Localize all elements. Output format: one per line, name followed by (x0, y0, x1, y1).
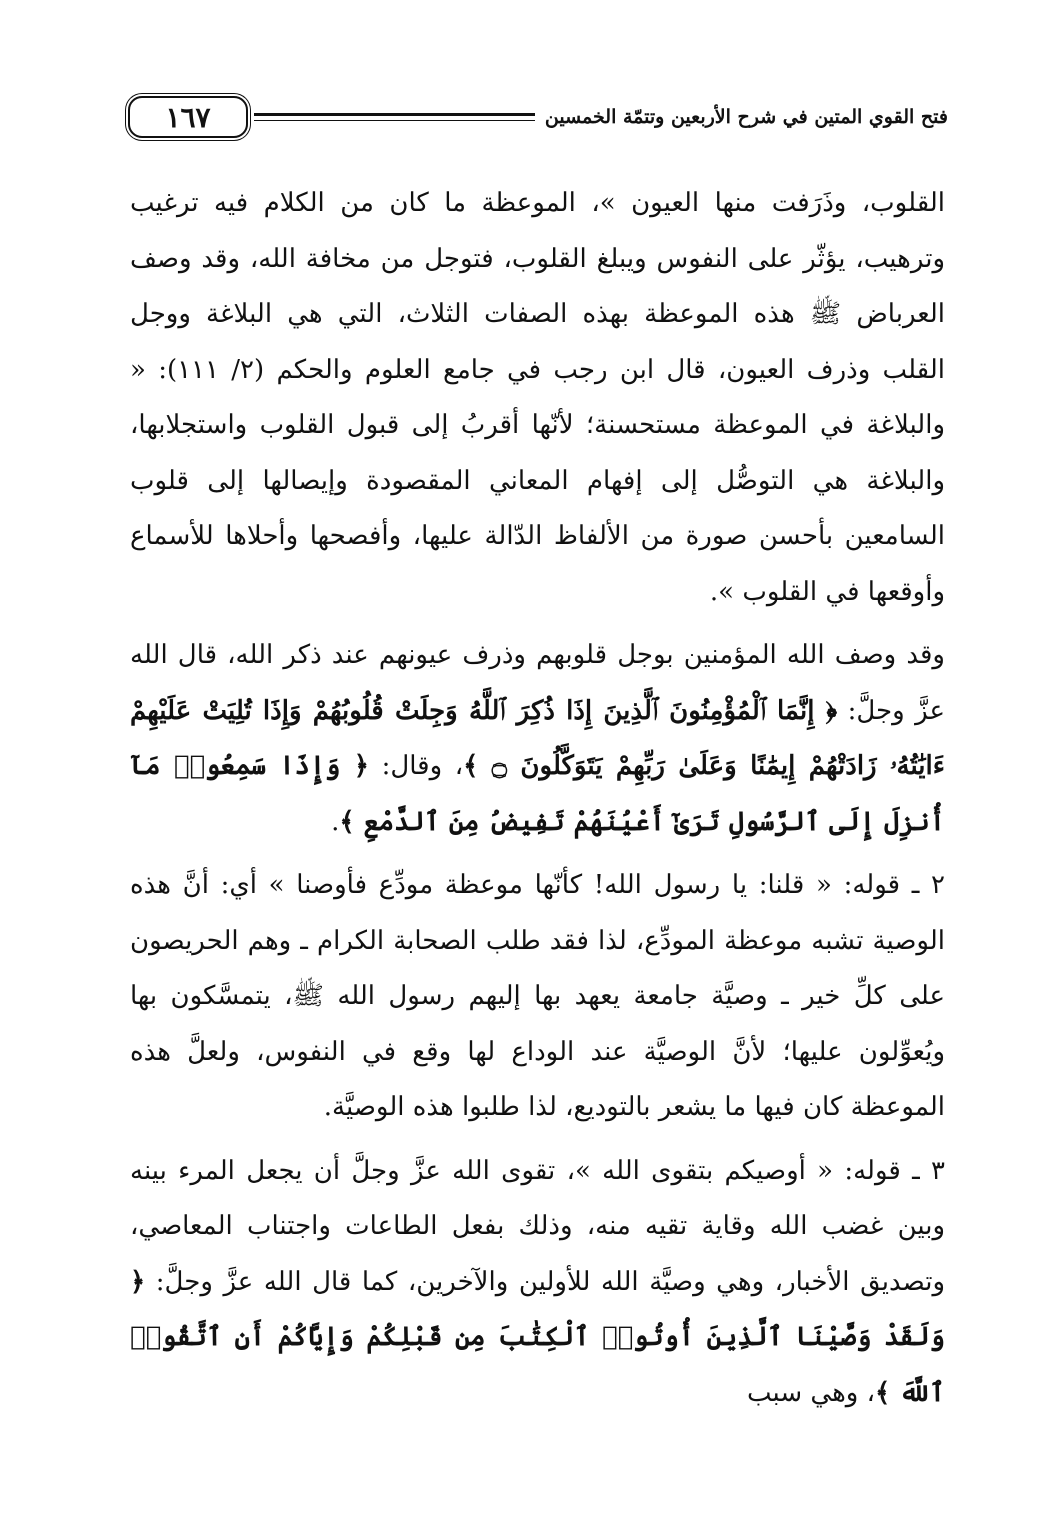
paragraph-2-middle: ، وقال: (368, 751, 464, 781)
paragraph-2-end: . (331, 806, 340, 837)
page-number: ١٦٧ (128, 96, 248, 138)
header-rule (254, 113, 535, 121)
paragraph-2-intro: وقد وصف الله المؤمنين بوجل قلوبهم وذرف عيونهم عند ذكر الله، قال الله عزَّ وجلَّ: (130, 640, 945, 726)
paragraph-1 (130, 176, 945, 620)
paragraph-3 (130, 858, 945, 1136)
quran-verse-maidah: ﴿ وَإِذَا سَمِعُوا۟ مَآ أُنزِلَ إِلَى ٱلرَّسُولِ تَرَىٰٓ أَعْيُنَهُمْ تَفِيضُ مِنَ ٱلدَّمْعِ ﴾ (130, 751, 945, 837)
paragraph-4-text: ٣ ـ قوله: « أوصيكم بتقوى الله »، تقوى الله عزَّ وجلَّ أن يجعل المرء بينه وبين غضب الله وقاية تقيه منه، وذلك بفعل الطاعات واجتناب المعاصي، وتصديق الأخبار، وهي وصيَّة الله للأولين والآخرين، كما قال الله عزَّ وجلَّ: (130, 1155, 946, 1297)
quran-verse-nisa: ﴿ وَلَقَدْ وَصَّيْنَا ٱلَّذِينَ أُوتُوا۟ ٱلْكِتَٰبَ مِن قَبْلِكُمْ وَإِيَّاكُمْ أَنِ ٱتَّقُوا۟ ٱللَّهَ ﴾ (130, 1266, 945, 1408)
paragraph-2 (130, 628, 945, 850)
page-header (128, 92, 948, 142)
quran-verse-anfal: ﴿ إِنَّمَا ٱلْمُؤْمِنُونَ ٱلَّذِينَ إِذَا ذُكِرَ ٱللَّهُ وَجِلَتْ قُلُوبُهُمْ وَإِذَا تُلِيَتْ عَلَيْهِمْ ءَايَٰتُهُۥ زَادَتْهُمْ إِيمَٰنًا وَعَلَىٰ رَبِّهِمْ يَتَوَكَّلُونَ ۝ ﴾ (130, 695, 945, 781)
running-title: فتح القوي المتين في شرح الأربعين وتتمّة الخمسين (544, 106, 948, 128)
page-body (130, 176, 945, 1429)
paragraph-3-text: ٢ ـ قوله: « قلنا: يا رسول الله! كأنّها موعظة مودِّع فأوصنا » أي: أنَّ هذه الوصية تشبه موعظة المودِّع، لذا فقد طلب الصحابة الكرام ـ وهم الحريصون على كلِّ خير ـ وصيَّة جامعة يعهد بها إليهم رسول الله ﷺ، يتمسَّكون بها ويُعوِّلون عليها؛ لأنَّ الوصيَّة عند الوداع لها وقع في النفوس، ولعلَّ هذه الموعظة كان فيها ما يشعر بالتوديع، لذا طلبوا هذه الوصيَّة. (130, 870, 945, 1122)
paragraph-4 (130, 1144, 945, 1422)
paragraph-4-tail: ، وهي سبب (746, 1377, 875, 1408)
paragraph-1-text: القلوب، وذَرَفت منها العيون »، الموعظة ما كان من الكلام فيه ترغيب وترهيب، يؤثّر على النفوس ويبلغ القلوب، فتوجل من مخافة الله، وقد وصف العرباض ﷺ هذه الموعظة بهذه الصفات الثلاث، التي هي البلاغة ووجل القلب وذرف العيون، قال ابن رجب في جامع العلوم والحكم (٢/ ١١١): « والبلاغة في الموعظة مستحسنة؛ لأنّها أقربُ إلى قبول القلوب واستجلابها، والبلاغة هي التوصُّل إلى إفهام المعاني المقصودة وإيصالها إلى قلوب السامعين بأحسن صورة من الألفاظ الدّالة عليها، وأفصحها وأحلاها للأسماع وأوقعها في القلوب ». (130, 188, 946, 607)
